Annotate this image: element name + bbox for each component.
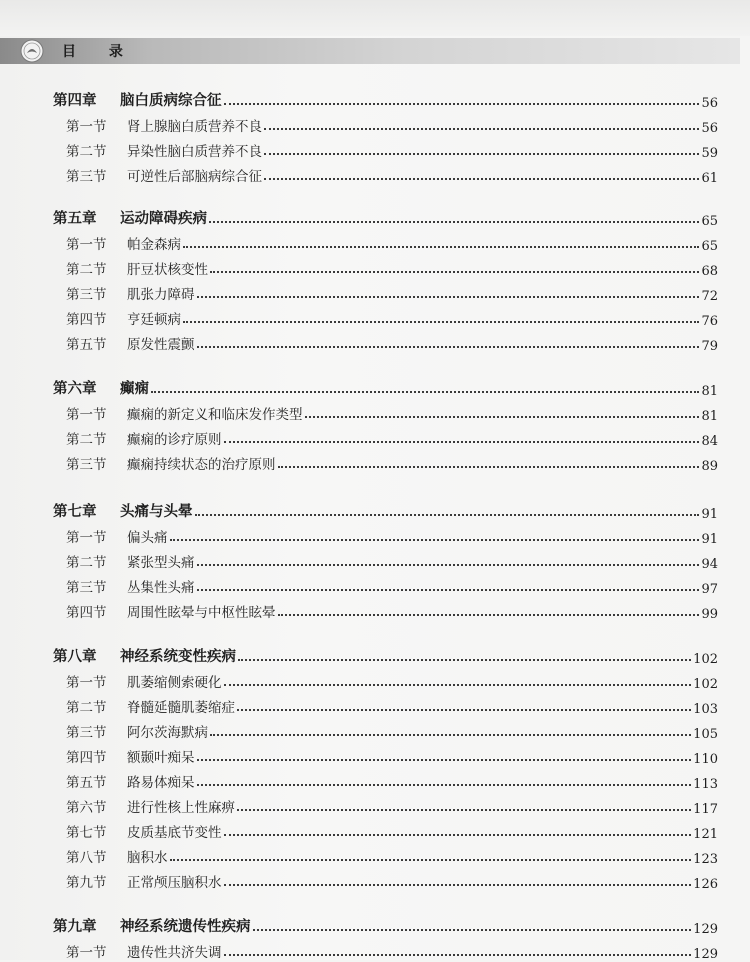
section-number: 第六节 (66, 800, 107, 816)
toc-chapter-row[interactable] (53, 497, 718, 521)
section-title: 脊髓延髓肌萎缩症 (127, 700, 235, 716)
page-number: 99 (701, 607, 718, 622)
toc-section-row[interactable] (66, 667, 718, 691)
section-number: 第八节 (66, 850, 107, 866)
section-number: 第一节 (66, 407, 107, 423)
toc-section-row[interactable] (66, 817, 718, 841)
toc-section-row[interactable] (66, 304, 718, 328)
chapter-title: 运动障碍疾病 (120, 211, 207, 227)
chapter-title: 神经系统遗传性疾病 (120, 919, 251, 935)
page-number: 94 (701, 557, 718, 572)
section-title: 肝豆状核变性 (127, 262, 208, 278)
chapter-number: 第五章 (53, 211, 97, 227)
dot-leader (197, 296, 700, 298)
section-number: 第九节 (66, 875, 107, 891)
section-title: 偏头痛 (127, 530, 168, 546)
section-number: 第七节 (66, 825, 107, 841)
dot-leader (197, 784, 692, 786)
section-number: 第一节 (66, 237, 107, 253)
section-title: 阿尔茨海默病 (127, 725, 208, 741)
page-number: 102 (693, 652, 718, 667)
chapter-number: 第六章 (53, 381, 97, 397)
dot-leader (183, 246, 699, 248)
toc-section-row[interactable] (66, 692, 718, 716)
page-number: 79 (701, 339, 718, 354)
toc-section-row[interactable] (66, 572, 718, 596)
page-number: 56 (701, 96, 718, 111)
section-title: 可逆性后部脑病综合征 (127, 169, 262, 185)
page-number: 91 (701, 532, 718, 547)
section-title: 皮质基底节变性 (127, 825, 222, 841)
section-number: 第二节 (66, 144, 107, 160)
toc-chapter-row[interactable] (53, 204, 718, 228)
section-title: 进行性核上性麻痹 (127, 800, 235, 816)
toc-section-row[interactable] (66, 742, 718, 766)
section-title: 癫痫的诊疗原则 (127, 432, 222, 448)
page-number: 61 (701, 171, 718, 186)
page-number: 129 (693, 947, 718, 962)
page-number: 126 (693, 877, 718, 892)
section-number: 第三节 (66, 725, 107, 741)
toc-section-row[interactable] (66, 136, 718, 160)
page-title: 目 录 (62, 44, 137, 60)
toc-section-row[interactable] (66, 597, 718, 621)
toc-section-row[interactable] (66, 937, 718, 961)
section-number: 第四节 (66, 605, 107, 621)
toc-chapter-row[interactable] (53, 912, 718, 936)
dot-leader (151, 391, 699, 393)
dot-leader (278, 614, 700, 616)
dot-leader (197, 564, 700, 566)
section-title: 紧张型头痛 (127, 555, 195, 571)
toc-chapter-row[interactable] (53, 374, 718, 398)
page-number: 68 (701, 264, 718, 279)
section-title: 肌张力障碍 (127, 287, 195, 303)
toc-section-row[interactable] (66, 329, 718, 353)
dot-leader (197, 759, 692, 761)
chapter-title: 脑白质病综合征 (120, 93, 222, 109)
dot-leader (305, 416, 700, 418)
page-number: 72 (701, 289, 718, 304)
page-number: 129 (693, 922, 718, 937)
chapter-title: 头痛与头晕 (120, 504, 193, 520)
toc-section-row[interactable] (66, 399, 718, 423)
dot-leader (183, 321, 699, 323)
section-title: 肌萎缩侧索硬化 (127, 675, 222, 691)
toc-section-row[interactable] (66, 547, 718, 571)
chapter-title: 癫痫 (120, 381, 149, 397)
page-number: 89 (701, 459, 718, 474)
dot-leader (264, 128, 699, 130)
dot-leader (264, 153, 699, 155)
toc-section-row[interactable] (66, 767, 718, 791)
page-number: 110 (693, 752, 718, 767)
dot-leader (238, 659, 691, 661)
dot-leader (170, 539, 700, 541)
dot-leader (224, 954, 692, 956)
toc-section-row[interactable] (66, 254, 718, 278)
section-title: 丛集性头痛 (127, 580, 195, 596)
section-number: 第二节 (66, 262, 107, 278)
page-number: 84 (701, 434, 718, 449)
page-number: 81 (701, 384, 718, 399)
page-number: 103 (693, 702, 718, 717)
section-number: 第一节 (66, 530, 107, 546)
page-number: 65 (701, 239, 718, 254)
dot-leader (278, 466, 700, 468)
section-title: 肾上腺脑白质营养不良 (127, 119, 262, 135)
page-number: 123 (693, 852, 718, 867)
chapter-number: 第八章 (53, 649, 97, 665)
section-number: 第三节 (66, 287, 107, 303)
toc-section-row[interactable] (66, 229, 718, 253)
page-number: 56 (701, 121, 718, 136)
section-number: 第三节 (66, 580, 107, 596)
section-title: 亨廷顿病 (127, 312, 181, 328)
toc-section-row[interactable] (66, 842, 718, 866)
page-number: 91 (701, 507, 718, 522)
section-title: 异染性脑白质营养不良 (127, 144, 262, 160)
section-title: 原发性震颤 (127, 337, 195, 353)
page-number: 121 (693, 827, 718, 842)
dot-leader (237, 709, 691, 711)
section-title: 遗传性共济失调 (127, 945, 222, 961)
page-number: 113 (693, 777, 718, 792)
dot-leader (210, 734, 691, 736)
page-number: 105 (693, 727, 718, 742)
page-number: 97 (701, 582, 718, 597)
section-number: 第三节 (66, 169, 107, 185)
toc-section-row[interactable] (66, 867, 718, 891)
toc-section-row[interactable] (66, 717, 718, 741)
section-number: 第四节 (66, 750, 107, 766)
dot-leader (197, 346, 700, 348)
toc-section-row[interactable] (66, 111, 718, 135)
toc-section-row[interactable] (66, 424, 718, 448)
section-number: 第一节 (66, 675, 107, 691)
section-number: 第一节 (66, 945, 107, 961)
chapter-number: 第七章 (53, 504, 97, 520)
dot-leader (253, 929, 692, 931)
page-number: 81 (701, 409, 718, 424)
dot-leader (195, 514, 700, 516)
section-title: 正常颅压脑积水 (127, 875, 222, 891)
section-number: 第二节 (66, 555, 107, 571)
section-number: 第三节 (66, 457, 107, 473)
toc-section-row[interactable] (66, 279, 718, 303)
dot-leader (224, 441, 700, 443)
section-number: 第二节 (66, 700, 107, 716)
section-title: 帕金森病 (127, 237, 181, 253)
dot-leader (237, 809, 691, 811)
section-number: 第一节 (66, 119, 107, 135)
section-title: 脑积水 (127, 850, 168, 866)
page-number: 59 (701, 146, 718, 161)
section-title: 癫痫持续状态的治疗原则 (127, 457, 276, 473)
page-number: 65 (701, 214, 718, 229)
toc-section-row[interactable] (66, 161, 718, 185)
toc-section-row[interactable] (66, 792, 718, 816)
toc-chapter-row[interactable] (53, 86, 718, 110)
dot-leader (224, 103, 700, 105)
section-number: 第五节 (66, 775, 107, 791)
dot-leader (197, 589, 700, 591)
page-number: 102 (693, 677, 718, 692)
dot-leader (209, 221, 699, 223)
section-title: 额颞叶痴呆 (127, 750, 195, 766)
toc-section-row[interactable] (66, 522, 718, 546)
section-title: 癫痫的新定义和临床发作类型 (127, 407, 303, 423)
dot-leader (170, 859, 692, 861)
chapter-number: 第四章 (53, 93, 97, 109)
dot-leader (224, 684, 692, 686)
dot-leader (210, 271, 699, 273)
page-number: 76 (701, 314, 718, 329)
toc-chapter-row[interactable] (53, 642, 718, 666)
section-number: 第二节 (66, 432, 107, 448)
chapter-title: 神经系统变性疾病 (120, 649, 236, 665)
toc-section-row[interactable] (66, 449, 718, 473)
dot-leader (264, 178, 699, 180)
chapter-number: 第九章 (53, 919, 97, 935)
section-title: 周围性眩晕与中枢性眩晕 (127, 605, 276, 621)
section-title: 路易体痴呆 (127, 775, 195, 791)
dot-leader (224, 834, 692, 836)
section-number: 第四节 (66, 312, 107, 328)
page-number: 117 (693, 802, 718, 817)
dot-leader (224, 884, 692, 886)
section-number: 第五节 (66, 337, 107, 353)
